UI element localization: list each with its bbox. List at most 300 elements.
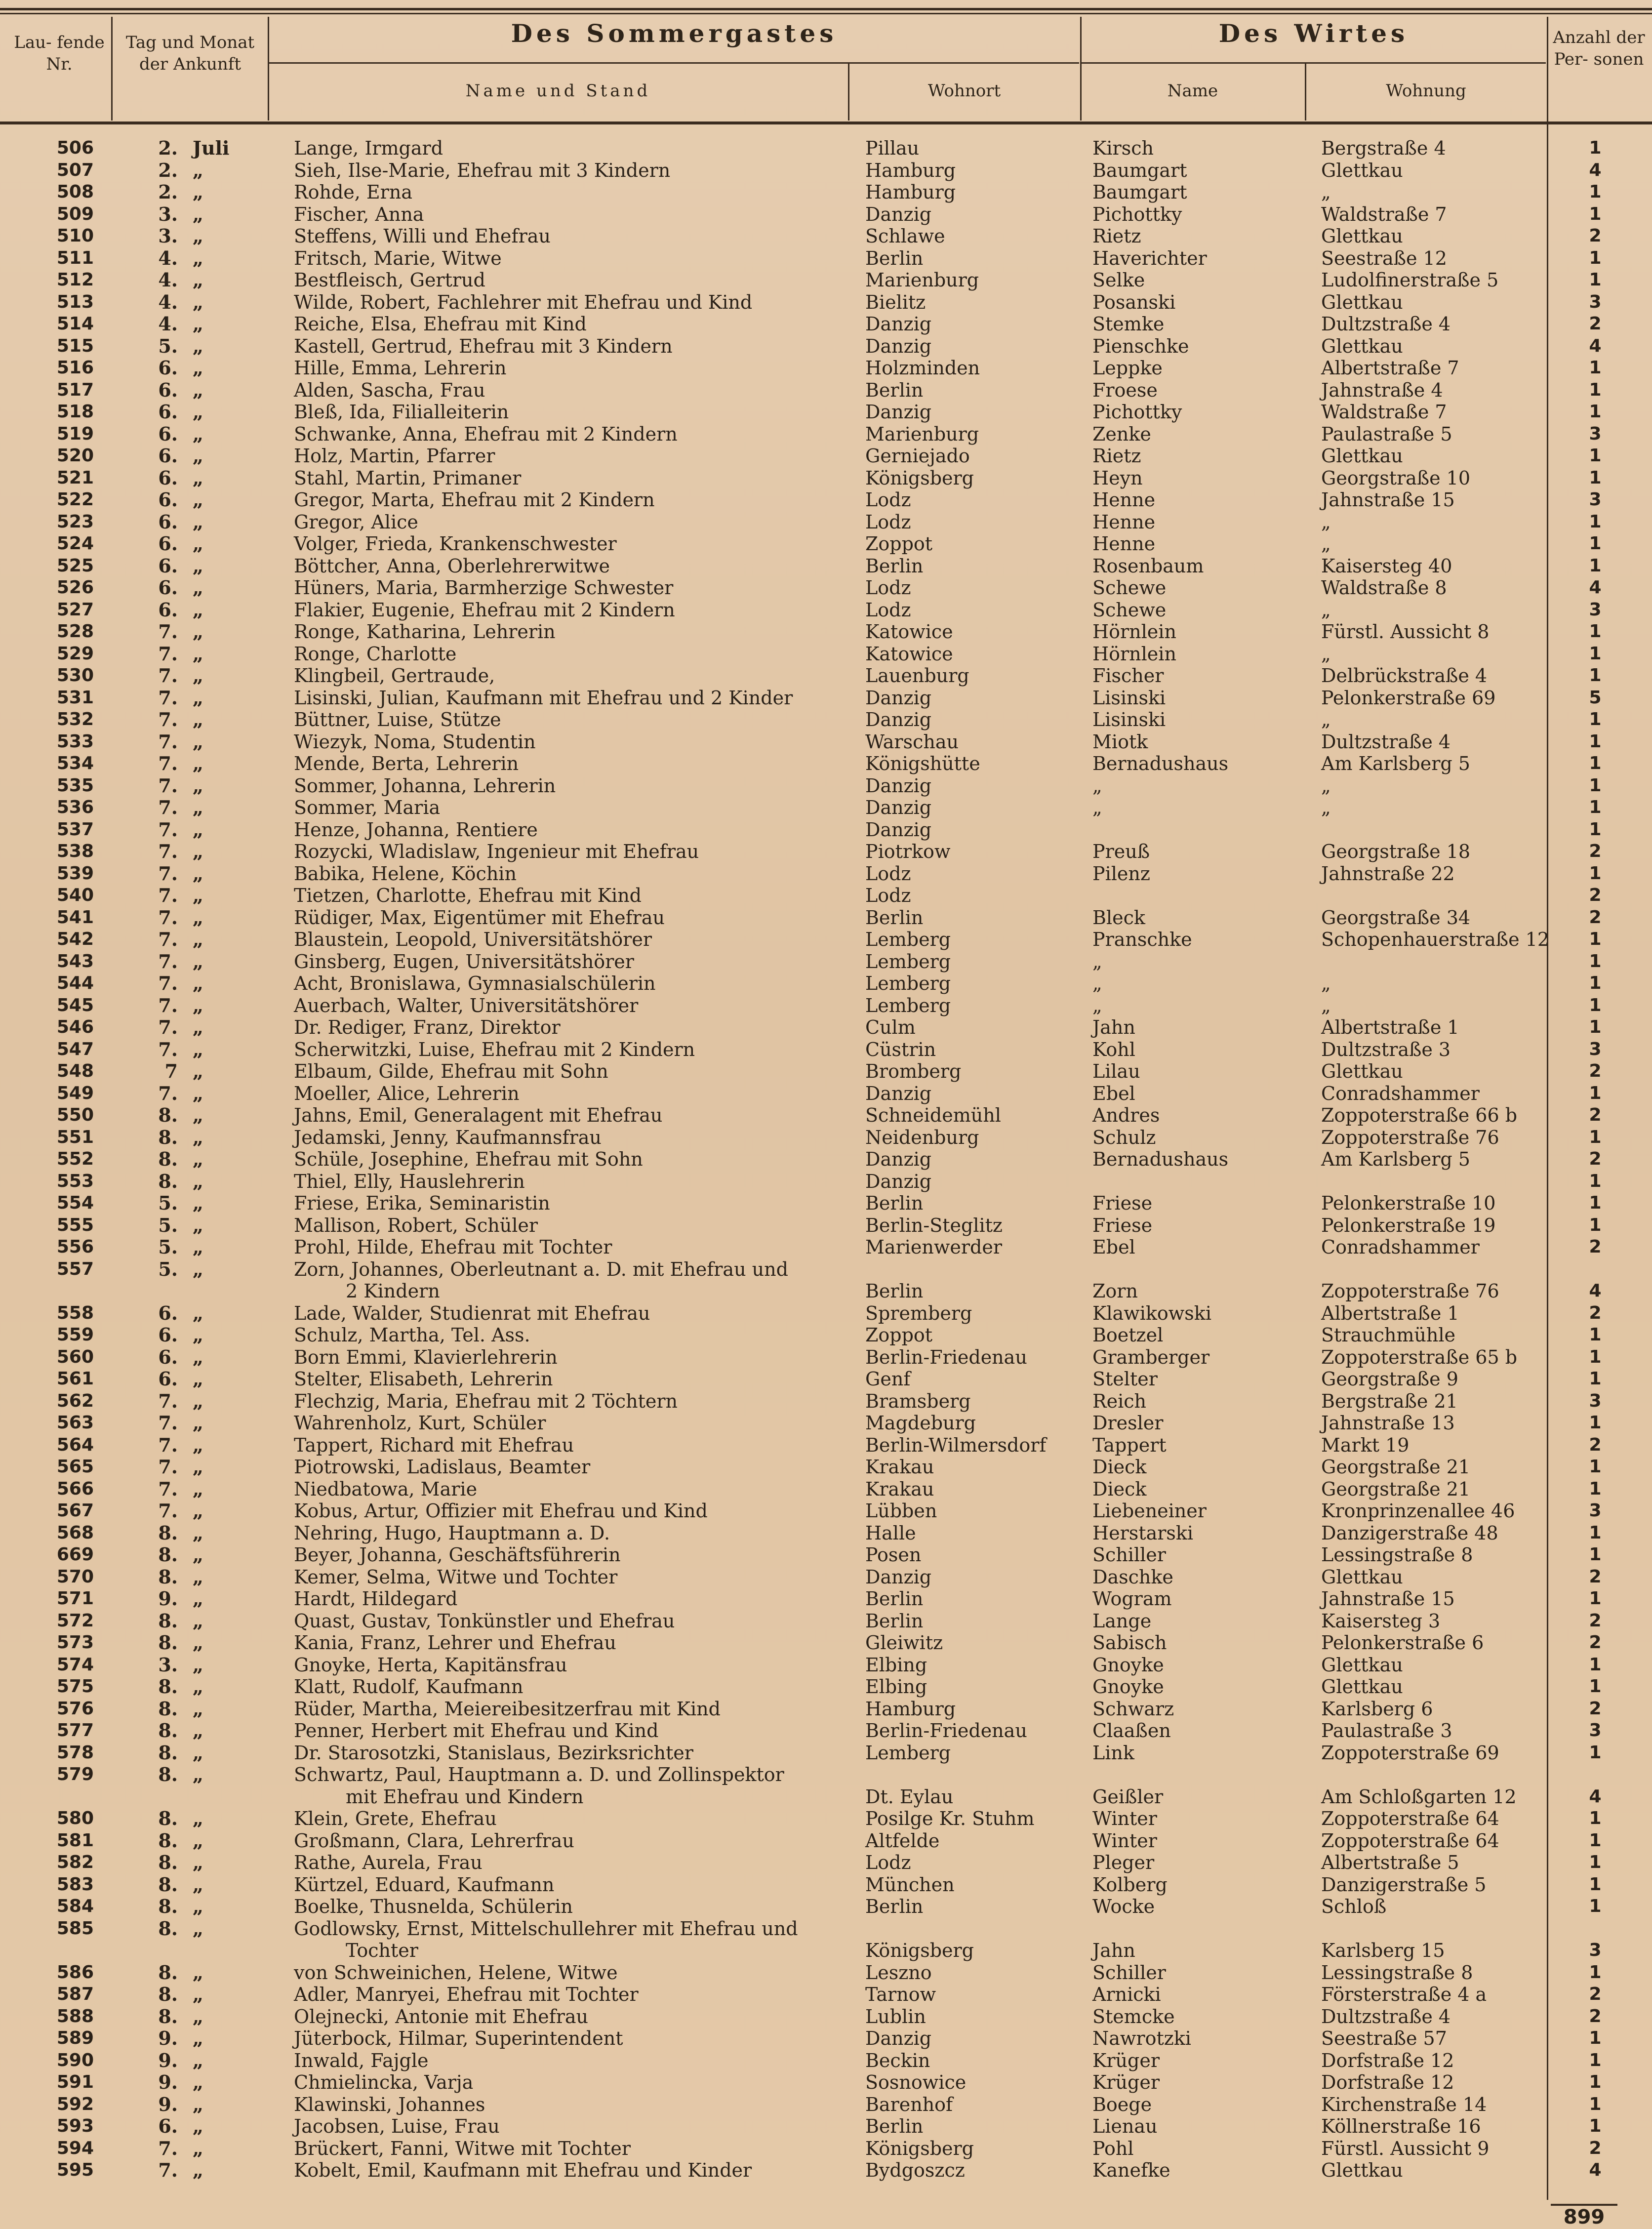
host-address: Glettkau (1321, 1676, 1403, 1698)
arrival-month: „ (193, 1631, 203, 1654)
arrival-day: 7. (158, 1433, 178, 1456)
arrival-month: „ (193, 1565, 203, 1588)
row-number: 522 (56, 489, 94, 510)
guest-place: Berlin (865, 906, 924, 929)
table-row (0, 599, 1652, 621)
row-number: 589 (56, 2028, 94, 2048)
host-address: Dultzstraße 3 (1321, 1038, 1451, 1060)
person-count: 3 (1589, 1720, 1602, 1741)
row-number: 548 (56, 1061, 94, 1081)
arrival-month: „ (193, 1038, 203, 1060)
guest-name: Sommer, Johanna, Lehrerin (294, 774, 556, 797)
arrival-month: „ (193, 532, 203, 555)
host-name: Miotk (1092, 730, 1148, 753)
host-address: Zoppoterstraße 64 (1321, 1829, 1499, 1852)
person-count: 1 (1589, 929, 1602, 949)
person-count: 1 (1589, 643, 1602, 664)
guest-place: Posilge Kr. Stuhm (865, 1808, 1035, 1829)
person-count: 1 (1589, 1083, 1602, 1103)
host-address: Jahnstraße 4 (1321, 379, 1443, 401)
host-address: Paulastraße 3 (1321, 1720, 1452, 1742)
host-name: Kolberg (1092, 1873, 1168, 1896)
host-name: Lilau (1092, 1060, 1140, 1082)
table-row (0, 445, 1652, 467)
guest-place: Marienburg (865, 423, 979, 445)
host-name: „ (1092, 797, 1102, 818)
host-address: „ (1321, 599, 1331, 621)
arrival-day: 7. (158, 840, 178, 862)
table-row (0, 1742, 1652, 1764)
guest-name: Wahrenholz, Kurt, Schüler (294, 1412, 546, 1434)
arrival-day: 8. (158, 1126, 178, 1148)
guest-name-continued: Tochter (346, 1940, 418, 1961)
arrival-day: 8. (158, 1895, 178, 1917)
arrival-day: 6. (158, 1345, 178, 1368)
arrival-day: 6. (158, 1368, 178, 1390)
arrival-day: 4. (158, 246, 178, 269)
arrival-month: „ (193, 203, 203, 225)
guest-place: Marienwerder (865, 1236, 1003, 1258)
row-number: 562 (56, 1390, 94, 1411)
person-count: 1 (1589, 446, 1602, 466)
guest-place: Cüstrin (865, 1038, 936, 1060)
arrival-month: „ (193, 290, 203, 313)
arrival-month: „ (193, 1719, 203, 1742)
arrival-month: „ (193, 445, 203, 467)
arrival-day: 4. (158, 269, 178, 291)
table-row (0, 1610, 1652, 1632)
arrival-month: „ (193, 1126, 203, 1148)
person-count: 1 (1589, 1457, 1602, 1477)
table-row (0, 929, 1652, 950)
table-row (0, 2094, 1652, 2115)
table-row (0, 1346, 1652, 1368)
guest-name: Hardt, Hildegard (294, 1588, 458, 1610)
table-row (0, 885, 1652, 906)
host-name: Pilenz (1092, 862, 1150, 885)
person-count: 1 (1589, 1127, 1602, 1147)
person-count: 1 (1589, 1522, 1602, 1543)
host-name: Bernadushaus (1092, 753, 1229, 774)
guest-place: Hamburg (865, 159, 956, 181)
row-number: 558 (56, 1302, 94, 1323)
person-count: 1 (1589, 797, 1602, 817)
person-count: 1 (1589, 138, 1602, 158)
person-count: 1 (1589, 775, 1602, 796)
table-row (0, 291, 1652, 313)
host-name: Friese (1092, 1214, 1153, 1236)
person-count: 1 (1589, 819, 1602, 840)
row-number: 587 (56, 1984, 94, 2004)
arrival-day: 5. (158, 1257, 178, 1280)
arrival-day: 6. (158, 466, 178, 489)
arrival-month: „ (193, 972, 203, 994)
guest-name: Jacobsen, Luise, Frau (294, 2115, 500, 2137)
guest-place: Krakau (865, 1456, 934, 1478)
host-name: Schewe (1092, 577, 1167, 599)
arrival-day: 9. (158, 2027, 178, 2049)
arrival-day: 7. (158, 664, 178, 687)
person-count: 1 (1589, 1413, 1602, 1433)
host-name: Stemke (1092, 313, 1165, 335)
host-address: Albertstraße 5 (1321, 1852, 1459, 1873)
row-number: 591 (56, 2072, 94, 2092)
guest-place: Danzig (865, 774, 932, 797)
guest-name: Volger, Frieda, Krankenschwester (294, 533, 617, 555)
guest-name: Großmann, Clara, Lehrerfrau (294, 1829, 574, 1852)
host-name: „ (1092, 774, 1102, 797)
guest-name: Bleß, Ida, Filialleiterin (294, 401, 509, 423)
table-header (0, 17, 1652, 124)
row-number: 559 (56, 1325, 94, 1345)
host-address: „ (1321, 181, 1331, 203)
table-row (0, 2071, 1652, 2093)
arrival-day: 3. (158, 203, 178, 225)
table-row (0, 1039, 1652, 1060)
person-count: 3 (1589, 1039, 1602, 1059)
guest-place: Warschau (865, 730, 959, 753)
table-row (0, 269, 1652, 291)
host-address: Lessingstraße 8 (1321, 1961, 1473, 1984)
row-number: 528 (56, 621, 94, 642)
guest-place: Danzig (865, 1170, 932, 1192)
row-number: 516 (56, 358, 94, 378)
table-row (0, 577, 1652, 599)
arrival-day: 7. (158, 752, 178, 774)
guest-place: Sosnowice (865, 2071, 967, 2093)
arrival-day: 8. (158, 1763, 178, 1785)
guest-place: Danzig (865, 1082, 932, 1104)
arrival-month: „ (193, 1082, 203, 1104)
person-count: 1 (1589, 1896, 1602, 1916)
row-number: 545 (56, 995, 94, 1015)
header-count: Anzahl der Per- sonen (1553, 28, 1645, 69)
guest-place: Lauenburg (865, 665, 969, 687)
guest-place: Dt. Eylau (865, 1785, 954, 1808)
guest-name: Tappert, Richard mit Ehefrau (294, 1434, 574, 1456)
table-row (0, 1917, 1652, 1961)
table-row (0, 335, 1652, 357)
arrival-month: „ (193, 2005, 203, 2027)
guest-place: Lemberg (865, 950, 951, 973)
row-number: 576 (56, 1698, 94, 1719)
host-address: Bergstraße 21 (1321, 1390, 1458, 1412)
guest-place: Berlin (865, 555, 924, 577)
host-name: Reich (1092, 1390, 1147, 1412)
guest-name: Henze, Johanna, Rentiere (294, 818, 538, 841)
table-row (0, 1412, 1652, 1434)
host-name: Arnicki (1092, 1984, 1161, 2005)
header-guest-place: Wohnort (927, 81, 1001, 101)
host-name: Stemcke (1092, 2005, 1175, 2027)
table-row (0, 203, 1652, 225)
arrival-month: „ (193, 1763, 203, 1785)
person-count: 1 (1589, 995, 1602, 1015)
arrival-month: „ (193, 2027, 203, 2049)
host-name: Lange (1092, 1610, 1152, 1632)
host-name: Preuß (1092, 841, 1150, 862)
row-number: 515 (56, 335, 94, 356)
guest-place: Bydgoszcz (865, 2159, 965, 2181)
guest-place: Elbing (865, 1676, 927, 1698)
header-host-group: Des Wirtes (1218, 19, 1409, 48)
arrival-month: „ (193, 159, 203, 181)
guest-name: Scherwitzki, Luise, Ehefrau mit 2 Kindern (294, 1038, 695, 1060)
arrival-day: 8. (158, 1148, 178, 1170)
table-row (0, 1324, 1652, 1346)
person-count: 4 (1589, 335, 1602, 356)
guest-place: Holzminden (865, 357, 980, 379)
arrival-day: 8. (158, 1961, 178, 1984)
host-address: Am Schloßgarten 12 (1321, 1785, 1517, 1808)
person-count: 2 (1589, 907, 1602, 928)
guest-name: Kobelt, Emil, Kaufmann mit Ehefrau und Kinder (294, 2159, 752, 2181)
person-count: 1 (1589, 621, 1602, 642)
guest-name: Godlowsky, Ernst, Mittelschullehrer mit Ehefrau und (294, 1917, 798, 1940)
arrival-day: 7. (158, 928, 178, 950)
arrival-day: 8. (158, 2005, 178, 2027)
table-row (0, 1896, 1652, 1917)
row-number: 590 (56, 2050, 94, 2070)
guest-name: Sieh, Ilse-Marie, Ehefrau mit 3 Kindern (294, 159, 671, 181)
guest-place: Barenhof (865, 2093, 953, 2115)
row-number: 539 (56, 863, 94, 884)
guest-name: Jüterbock, Hilmar, Superintendent (294, 2027, 623, 2049)
person-count: 1 (1589, 467, 1602, 488)
row-number: 544 (56, 973, 94, 993)
table-row (0, 1478, 1652, 1500)
guest-name: Mallison, Robert, Schüler (294, 1214, 538, 1236)
divider-1 (111, 17, 113, 121)
host-name: Pohl (1092, 2137, 1134, 2159)
arrival-month: „ (193, 1301, 203, 1324)
table-row (0, 2138, 1652, 2159)
host-address: Georgstraße 9 (1321, 1368, 1458, 1390)
guest-place: Danzig (865, 2027, 932, 2049)
divider-5 (1305, 63, 1306, 121)
arrival-day: 4. (158, 313, 178, 335)
guest-name: Born Emmi, Klavierlehrerin (294, 1346, 558, 1368)
host-name: Selke (1092, 269, 1145, 291)
guest-name: Jedamski, Jenny, Kaufmannsfrau (294, 1126, 602, 1148)
host-name: Pichottky (1092, 401, 1182, 423)
host-address: Conradshammer (1321, 1236, 1480, 1258)
host-address: Paulastraße 5 (1321, 423, 1452, 445)
row-number: 573 (56, 1632, 94, 1653)
guest-place: Halle (865, 1522, 916, 1544)
person-count: 1 (1589, 863, 1602, 884)
arrival-day: 7. (158, 2137, 178, 2159)
arrival-month: „ (193, 1016, 203, 1038)
arrival-day: 8. (158, 1104, 178, 1126)
host-address: Am Karlsberg 5 (1321, 1148, 1470, 1170)
table-row (0, 2027, 1652, 2049)
host-address: Karlsberg 6 (1321, 1698, 1433, 1720)
table-row (0, 907, 1652, 929)
arrival-month: „ (193, 818, 203, 841)
host-address: Dultzstraße 4 (1321, 730, 1451, 753)
arrival-day: 7. (158, 708, 178, 730)
guest-place: Bramsberg (865, 1390, 971, 1412)
arrival-day: 7. (158, 1500, 178, 1522)
arrival-month: „ (193, 1829, 203, 1852)
row-number: 585 (56, 1918, 94, 1939)
person-count: 2 (1589, 1105, 1602, 1125)
arrival-month: „ (193, 225, 203, 247)
table-row (0, 2050, 1652, 2071)
arrival-day: 8. (158, 1609, 178, 1632)
host-name: Krüger (1092, 2049, 1160, 2071)
arrival-day: 6. (158, 576, 178, 599)
host-name: Froese (1092, 379, 1158, 401)
table-row (0, 137, 1652, 159)
row-number: 540 (56, 885, 94, 905)
arrival-day: 6. (158, 422, 178, 445)
person-count: 1 (1589, 2072, 1602, 2092)
person-count: 1 (1589, 1171, 1602, 1191)
host-name: Geißler (1092, 1785, 1164, 1808)
arrival-day: 6. (158, 401, 178, 423)
row-number: 584 (56, 1896, 94, 1916)
table-row (0, 1016, 1652, 1038)
arrival-month: „ (193, 884, 203, 906)
row-number: 535 (56, 775, 94, 796)
host-name: Haverichter (1092, 247, 1207, 269)
guest-name: Böttcher, Anna, Oberlehrerwitwe (294, 555, 610, 577)
arrival-day: 7. (158, 642, 178, 665)
row-number: 557 (56, 1258, 94, 1279)
arrival-month: „ (193, 510, 203, 533)
divider-3 (848, 63, 849, 121)
host-address: Glettkau (1321, 2159, 1403, 2181)
host-address: Kaisersteg 40 (1321, 555, 1452, 577)
guest-place: Beckin (865, 2049, 930, 2071)
host-address: Köllnerstraße 16 (1321, 2115, 1481, 2137)
guest-name: Stelter, Elisabeth, Lehrerin (294, 1368, 553, 1390)
host-address: Waldstraße 7 (1321, 203, 1447, 225)
row-number: 553 (56, 1171, 94, 1191)
host-address: Karlsberg 15 (1321, 1940, 1445, 1961)
guest-place: Katowice (865, 621, 953, 643)
guest-name: Gnoyke, Herta, Kapitänsfrau (294, 1654, 567, 1676)
guest-place: Katowice (865, 643, 953, 665)
host-address: Kronprinzenallee 46 (1321, 1500, 1515, 1522)
guest-place: Lodz (865, 1852, 911, 1873)
table-row (0, 555, 1652, 577)
table-row (0, 1852, 1652, 1873)
guest-place: Lublin (865, 2005, 926, 2027)
row-number: 549 (56, 1083, 94, 1103)
host-name: Schulz (1092, 1126, 1156, 1148)
guest-place: Danzig (865, 313, 932, 335)
row-number: 563 (56, 1413, 94, 1433)
guest-name: Wiezyk, Noma, Studentin (294, 730, 536, 753)
host-address: Fürstl. Aussicht 8 (1321, 621, 1490, 643)
person-count: 1 (1589, 2116, 1602, 2136)
host-name: Posanski (1092, 291, 1176, 313)
guest-place: Berlin-Steglitz (865, 1214, 1003, 1236)
arrival-month: „ (193, 1257, 203, 1280)
host-address: Glettkau (1321, 335, 1403, 357)
guest-place: Danzig (865, 818, 932, 841)
guest-place: Lemberg (865, 929, 951, 950)
person-count: 1 (1589, 1215, 1602, 1235)
arrival-day: 6. (158, 378, 178, 401)
host-address: Albertstraße 1 (1321, 1302, 1459, 1324)
guest-name: Nehring, Hugo, Hauptmann a. D. (294, 1522, 610, 1544)
host-name: Lisinski (1092, 709, 1166, 730)
arrival-month: „ (193, 708, 203, 730)
arrival-month: „ (193, 1389, 203, 1412)
arrival-day: 5. (158, 1236, 178, 1258)
person-count: 1 (1589, 270, 1602, 290)
person-count: 1 (1589, 1654, 1602, 1675)
arrival-month: „ (193, 1873, 203, 1896)
guest-name: Fritsch, Marie, Witwe (294, 247, 502, 269)
guest-place: Genf (865, 1368, 911, 1390)
arrival-day: 7. (158, 1038, 178, 1060)
row-number: 551 (56, 1127, 94, 1147)
person-count: 1 (1589, 731, 1602, 752)
arrival-month: „ (193, 2093, 203, 2115)
row-number: 568 (56, 1522, 94, 1543)
arrival-month: „ (193, 1851, 203, 1873)
arrival-day: 8. (158, 1521, 178, 1544)
arrival-month: „ (193, 928, 203, 950)
host-address: Kirchenstraße 14 (1321, 2093, 1487, 2115)
row-number: 519 (56, 423, 94, 444)
row-number: 543 (56, 951, 94, 972)
person-count: 2 (1589, 314, 1602, 334)
row-number: 521 (56, 467, 94, 488)
guest-name: Lisinski, Julian, Kaufmann mit Ehefrau und 2 Kinder (294, 687, 793, 709)
guest-name: Quast, Gustav, Tonkünstler und Ehefrau (294, 1610, 675, 1632)
host-address: „ (1321, 774, 1331, 797)
host-address: Zoppoterstraße 64 (1321, 1808, 1499, 1829)
table-row (0, 995, 1652, 1016)
host-address: „ (1321, 973, 1331, 994)
guest-place: Berlin (865, 379, 924, 401)
host-address: Jahnstraße 13 (1321, 1412, 1455, 1434)
host-name: Nawrotzki (1092, 2027, 1191, 2049)
arrival-day: 8. (158, 1873, 178, 1896)
table-row (0, 1874, 1652, 1896)
guest-place: Lodz (865, 511, 911, 533)
guest-name: Klawinski, Johannes (294, 2093, 485, 2115)
host-address: Glettkau (1321, 445, 1403, 467)
person-count: 2 (1589, 226, 1602, 246)
host-address: „ (1321, 533, 1331, 555)
arrival-month: „ (193, 796, 203, 818)
row-number: 588 (56, 2006, 94, 2026)
person-count: 1 (1589, 709, 1602, 729)
arrival-month: „ (193, 2115, 203, 2137)
person-count: 2 (1589, 1984, 1602, 2004)
host-address: Schopenhauerstraße 12 (1321, 929, 1550, 950)
arrival-month: „ (193, 1477, 203, 1500)
arrival-month: „ (193, 664, 203, 687)
guest-name: Schüle, Josephine, Ehefrau mit Sohn (294, 1148, 643, 1170)
host-name: Tappert (1092, 1434, 1167, 1456)
row-number: 536 (56, 797, 94, 817)
person-count: 2 (1589, 1698, 1602, 1719)
host-address: Dorfstraße 12 (1321, 2049, 1454, 2071)
host-address: Ludolfinerstraße 5 (1321, 269, 1499, 291)
person-count: 1 (1589, 1478, 1602, 1499)
host-address: Dorfstraße 12 (1321, 2071, 1454, 2093)
arrival-month: „ (193, 1104, 203, 1126)
guest-name: Alden, Sascha, Frau (294, 379, 485, 401)
